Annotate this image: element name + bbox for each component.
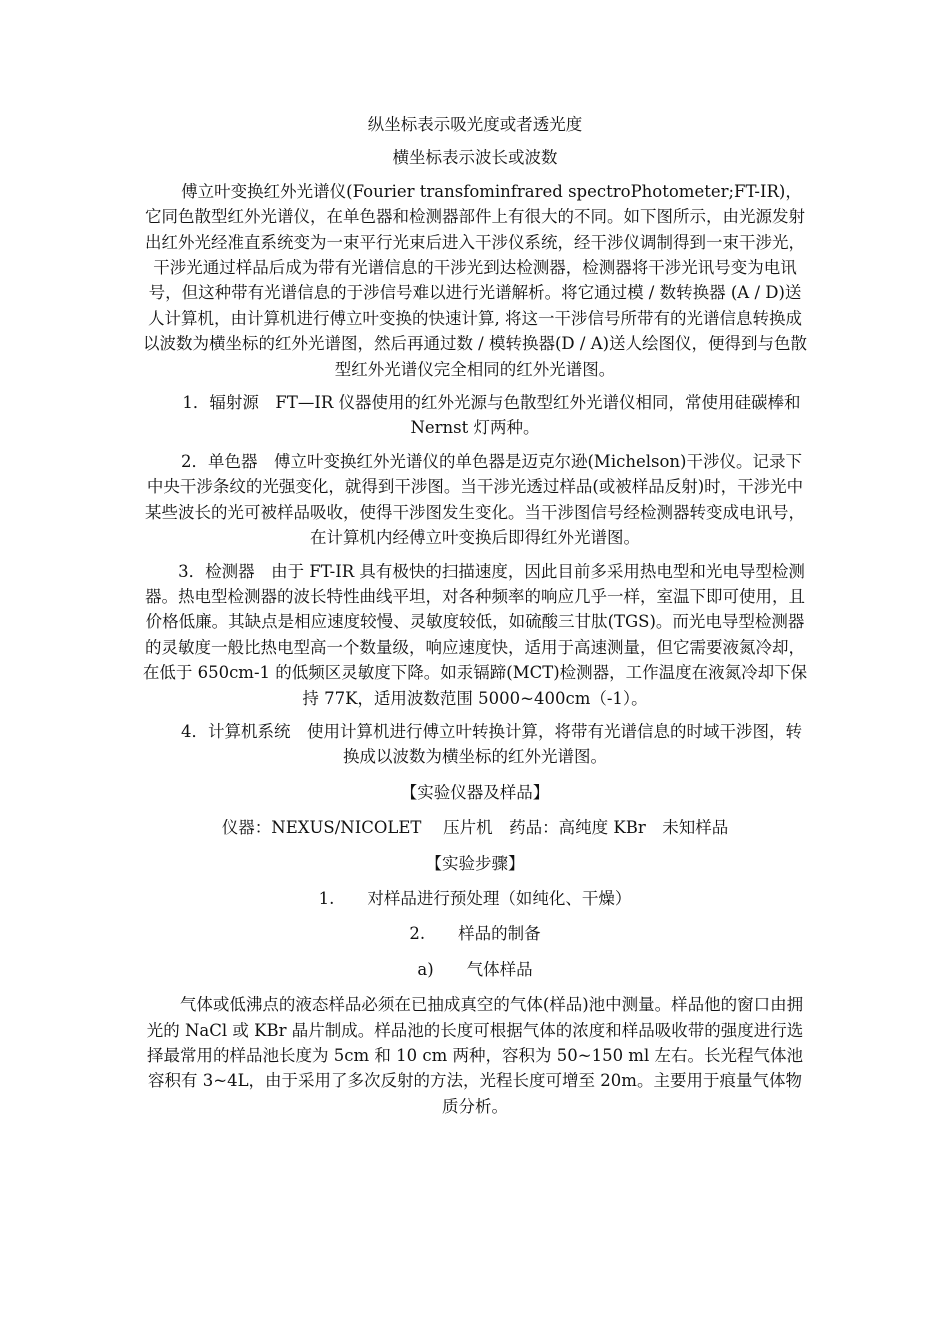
paragraph-gas-sample: 气体或低沸点的液态样品必须在已抽成真空的气体(样品)池中测量。样品他的窗口由拥光的 NaCl 或 KBr 晶片制成。样品池的长度可根据气体的浓度和样品吸收带的强度进行选择最常用的样品池长度为 5cm 和 10 cm 两种，容积为 50~150 ml 左右。长光程气体池容积有 3~4L，由于采用了多次反射的方法，光程长度可增至 20m。主要用于痕量气体物质分析。 bbox=[146, 995, 804, 1116]
line-ordinate: 纵坐标表示吸光度或者透光度 bbox=[367, 115, 583, 134]
document-page bbox=[142, 112, 808, 1119]
paragraph-monochromator: 2．单色器 傅立叶变换红外光谱仪的单色器是迈克尔逊(Michelson)干涉仪。记录下中央干涉条纹的光强变化，就得到干涉图。当干涉光透过样品(或被样品反射)时，干涉光中某些波长的光可被样品吸收，使得干涉图发生变化。当干涉图信号经检测器转变成电讯号，在计算机内经傅立叶变换后即得红外光谱图。 bbox=[145, 451, 805, 548]
paragraph-ftir-intro: 傅立叶变换红外光谱仪(Fourier transfominfrared spectroPhotometer;FT-IR)，它同色散型红外光谱仪，在单色器和检测器部件上有很大的不同。如下图所示，由光源发射出红外光经准直系统变为一束平行光束后进入干涉仪系统，经干涉仪调制得到一束干涉光，干涉光通过样品后成为带有光谱信息的干涉光到达检测器，检测器将干涉光讯号变为电讯号，但这种带有光谱信息的于涉信号难以进行光谱解析。将它通过模 / 数转换器 (A / D)送人计算机，由计算机进行傅立叶变换的快速计算, 将这一干涉信号所带有的光谱信息转换成以波数为横坐标的红外光谱图，然后再通过数 / 模转换器(D / A)送人绘图仪，便得到与色散型红外光谱仪完全相同的红外光谱图。 bbox=[142, 181, 808, 379]
step-2: 2. 样品的制备 bbox=[409, 924, 541, 944]
paragraph-radiation-source: 1．辐射源 FT—IR 仪器使用的红外光源与色散型红外光谱仪相同，常使用硅碳棒和 Nernst 灯两种。 bbox=[182, 393, 801, 438]
instruments-line: 仪器：NEXUS/NICOLET 压片机 药品：高纯度 KBr 未知样品 bbox=[221, 818, 729, 838]
paragraph-computer-system: 4．计算机系统 使用计算机进行傅立叶转换计算，将带有光谱信息的时域干涉图，转换成以波数为横坐标的红外光谱图。 bbox=[181, 721, 802, 767]
heading-experiment-steps: 【实验步骤】 bbox=[425, 853, 525, 873]
heading-instruments-samples: 【实验仪器及样品】 bbox=[400, 782, 550, 802]
paragraph-detector: 3．检测器 由于 FT-IR 具有极快的扫描速度，因此目前多采用热电型和光电导型检测器。热电型检测器的波长特性曲线平坦，对各种频率的响应几乎一样，室温下即可使用，且价格低廉。其缺点是相应速度较慢、灵敏度较低，如硫酸三甘肽(TGS)。而光电导型检测器的灵敏度一般比热电型高一个数量级，响应速度快，适用于高速测量，但它需要液氮冷却，在低于 650cm-1 的低频区灵敏度下降。如汞镉蹄(MCT)检测器，工作温度在液氮冷却下保持 77K，适用波数范围 5000~400cm（-1）。 bbox=[142, 561, 808, 708]
line-abscissa: 横坐标表示波长或波数 bbox=[392, 148, 558, 168]
step-2a: a) 气体样品 bbox=[417, 959, 533, 979]
step-1: 1. 对样品进行预处理（如纯化、干燥） bbox=[318, 888, 632, 908]
